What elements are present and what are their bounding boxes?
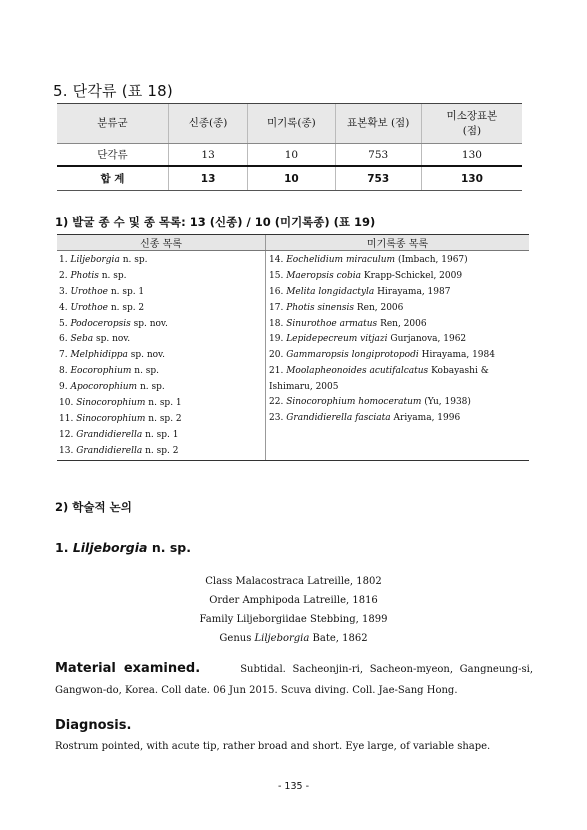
species-number: 23.: [269, 413, 284, 424]
species-authority: n. sp. 2: [148, 413, 182, 424]
total-specimens: 753: [335, 166, 421, 191]
species-heading-number: 1.: [55, 540, 69, 555]
species-item: [59, 364, 265, 380]
row-unstored: 130: [421, 144, 522, 167]
species-number: 7.: [59, 350, 68, 361]
header-unstored: 미소장표본 (점): [421, 104, 522, 144]
species-authority: Krapp-Schickel, 2009: [363, 270, 463, 281]
species-name: Podoceropsis: [70, 318, 131, 329]
species-number: 13.: [59, 445, 74, 456]
species-number: 15.: [269, 270, 284, 281]
row-taxon: 단각류: [57, 144, 168, 167]
species-authority: n. sp. 2: [145, 445, 179, 456]
species-number: 9.: [59, 382, 68, 393]
species-authority: Ariyama, 1996: [393, 413, 461, 424]
species-name: Eocorophium: [70, 366, 132, 377]
new-species-cell: [57, 251, 266, 461]
page-number: - 135 -: [277, 781, 310, 792]
species-name: Grandidierella fasciata: [286, 413, 391, 424]
species-item: [269, 317, 529, 333]
species-authority: sp. nov.: [133, 318, 168, 329]
species-number: 20.: [269, 350, 284, 361]
species-number: 2.: [59, 270, 68, 281]
species-item: [59, 348, 265, 364]
taxonomy-order: Order Amphipoda Latreille, 1816: [209, 595, 378, 606]
species-list-body: [57, 251, 529, 461]
section-title: 5. 단각류 (표 18): [53, 82, 173, 100]
col-new-species: 신종 목록: [57, 235, 266, 251]
unrecorded-species-cell: [266, 251, 530, 461]
species-name: Sinocorophium homoceratum: [286, 397, 422, 408]
taxonomy-class: Class Malacostraca Latreille, 1802: [205, 576, 382, 587]
species-item: [269, 364, 529, 395]
species-item: [59, 332, 265, 348]
header-specimens: 표본확보 (점): [335, 104, 421, 144]
species-item: [269, 332, 529, 348]
species-name: Liljeborgia: [70, 255, 120, 265]
diagnosis-text: Rostrum pointed, with acute tip, rather broad and short. Eye large, of variable shape.: [55, 741, 491, 752]
species-authority: n. sp.: [139, 382, 165, 393]
summary-data-row: [57, 144, 522, 167]
species-item: [59, 285, 265, 301]
species-item: [269, 395, 529, 411]
species-item: [59, 444, 265, 460]
new-species-list: [59, 253, 265, 460]
material-label: Material examined.: [55, 661, 201, 676]
species-authority: sp. nov.: [130, 350, 165, 361]
material-line-2: Gangwon-do, Korea. Coll date. 06 Jun 2015. Scuva diving. Coll. Jae-Sang Hong.: [55, 685, 458, 696]
species-number: 4.: [59, 302, 68, 313]
species-name: Lepidepecreum vitjazi: [286, 334, 388, 345]
species-authority: n. sp.: [122, 255, 148, 265]
species-name: Melita longidactyla: [286, 286, 375, 297]
taxonomy-genus: [0, 633, 587, 644]
diagnosis-label: Diagnosis.: [55, 718, 132, 733]
material-examined: [55, 658, 533, 701]
list-title: 1) 발굴 종 수 및 종 목록: 13 (신종) / 10 (미기록종) (표 19): [55, 215, 376, 229]
species-authority: (Yu, 1938): [424, 397, 471, 408]
species-name: Gammaropsis longiprotopodi: [286, 350, 419, 361]
species-name: Moolapheonoides acutifalcatus: [286, 366, 429, 377]
header-taxon: 분류군: [57, 104, 168, 144]
material-line-1: [55, 658, 533, 680]
taxonomy-genus-prefix: Genus: [219, 633, 252, 644]
species-item: [59, 301, 265, 317]
species-authority: Hirayama, 1984: [421, 350, 495, 361]
species-number: 18.: [269, 318, 284, 329]
header-new-species: 신종(종): [168, 104, 247, 144]
species-number: 16.: [269, 286, 284, 297]
species-number: 10.: [59, 398, 74, 409]
summary-header-row: [57, 104, 522, 144]
summary-table: [57, 103, 522, 191]
species-item: [59, 380, 265, 396]
species-authority: Kobayashi & Ishimaru, 2005: [269, 366, 489, 392]
discussion-title: 2) 학술적 논의: [55, 500, 132, 514]
species-authority: n. sp. 1: [148, 398, 182, 409]
species-authority: n. sp.: [101, 270, 127, 281]
species-name: Photis sinensis: [286, 302, 354, 313]
species-item: [59, 428, 265, 444]
species-authority: Ren, 2006: [356, 302, 404, 313]
species-item: [269, 348, 529, 364]
species-number: 5.: [59, 318, 68, 329]
species-heading-genus: Liljeborgia: [72, 540, 148, 555]
header-unrecorded: 미기록(종): [248, 104, 335, 144]
unrecorded-species-list: [269, 253, 529, 427]
species-item: [59, 317, 265, 333]
row-new-species: 13: [168, 144, 247, 167]
species-item: [59, 253, 265, 269]
species-number: 14.: [269, 255, 284, 265]
col-unrecorded-species: 미기록종 목록: [266, 235, 530, 251]
species-authority: Ren, 2006: [380, 318, 427, 329]
material-text-1: Subtidal. Sacheonjin-ri, Sacheon-myeon, Gangneung-si,: [240, 664, 533, 675]
summary-total-row: [57, 166, 522, 191]
species-name: Apocorophium: [70, 382, 138, 393]
total-unrecorded: 10: [248, 166, 335, 191]
species-heading: [55, 540, 191, 555]
species-item: [59, 396, 265, 412]
species-name: Grandidierella: [76, 445, 143, 456]
species-number: 3.: [59, 286, 68, 297]
taxonomy-genus-name: Liljeborgia: [254, 633, 310, 644]
species-item: [269, 285, 529, 301]
species-name: Melphidippa: [70, 350, 128, 361]
species-heading-suffix: n. sp.: [151, 540, 191, 555]
taxonomy-family: Family Liljeborgiidae Stebbing, 1899: [199, 614, 388, 625]
total-label: 합 계: [57, 166, 168, 191]
species-item: [269, 411, 529, 427]
species-number: 6.: [59, 334, 68, 345]
total-unstored: 130: [421, 166, 522, 191]
species-item: [59, 269, 265, 285]
species-number: 17.: [269, 302, 284, 313]
species-name: Urothoe: [70, 286, 108, 297]
species-number: 21.: [269, 366, 284, 377]
species-name: Sinurothoe armatus: [286, 318, 378, 329]
species-item: [269, 253, 529, 269]
species-number: 11.: [59, 413, 74, 424]
species-item: [269, 269, 529, 285]
row-specimens: 753: [335, 144, 421, 167]
row-unrecorded: 10: [248, 144, 335, 167]
species-authority: n. sp. 1: [145, 429, 179, 440]
species-item: [59, 412, 265, 428]
species-authority: (Imbach, 1967): [397, 255, 468, 265]
species-number: 1.: [59, 255, 68, 265]
species-authority: Gurjanova, 1962: [390, 334, 467, 345]
taxonomy-genus-suffix: Bate, 1862: [312, 633, 368, 644]
total-new-species: 13: [168, 166, 247, 191]
species-number: 8.: [59, 366, 68, 377]
species-name: Sinocorophium: [76, 398, 146, 409]
species-authority: n. sp. 2: [110, 302, 145, 313]
species-authority: Hirayama, 1987: [377, 286, 451, 297]
species-name: Sinocorophium: [76, 413, 146, 424]
species-authority: sp. nov.: [95, 334, 131, 345]
species-number: 19.: [269, 334, 284, 345]
species-name: Maeropsis cobia: [286, 270, 362, 281]
species-list-header: [57, 235, 529, 251]
species-number: 12.: [59, 429, 74, 440]
species-name: Seba: [70, 334, 94, 345]
species-authority: n. sp.: [134, 366, 160, 377]
species-name: Grandidierella: [76, 429, 143, 440]
species-list-table: [57, 234, 529, 461]
species-item: [269, 301, 529, 317]
species-number: 22.: [269, 397, 284, 408]
species-authority: n. sp. 1: [110, 286, 145, 297]
species-name: Photis: [70, 270, 99, 281]
species-name: Eochelidium miraculum: [286, 255, 396, 265]
species-name: Urothoe: [70, 302, 108, 313]
